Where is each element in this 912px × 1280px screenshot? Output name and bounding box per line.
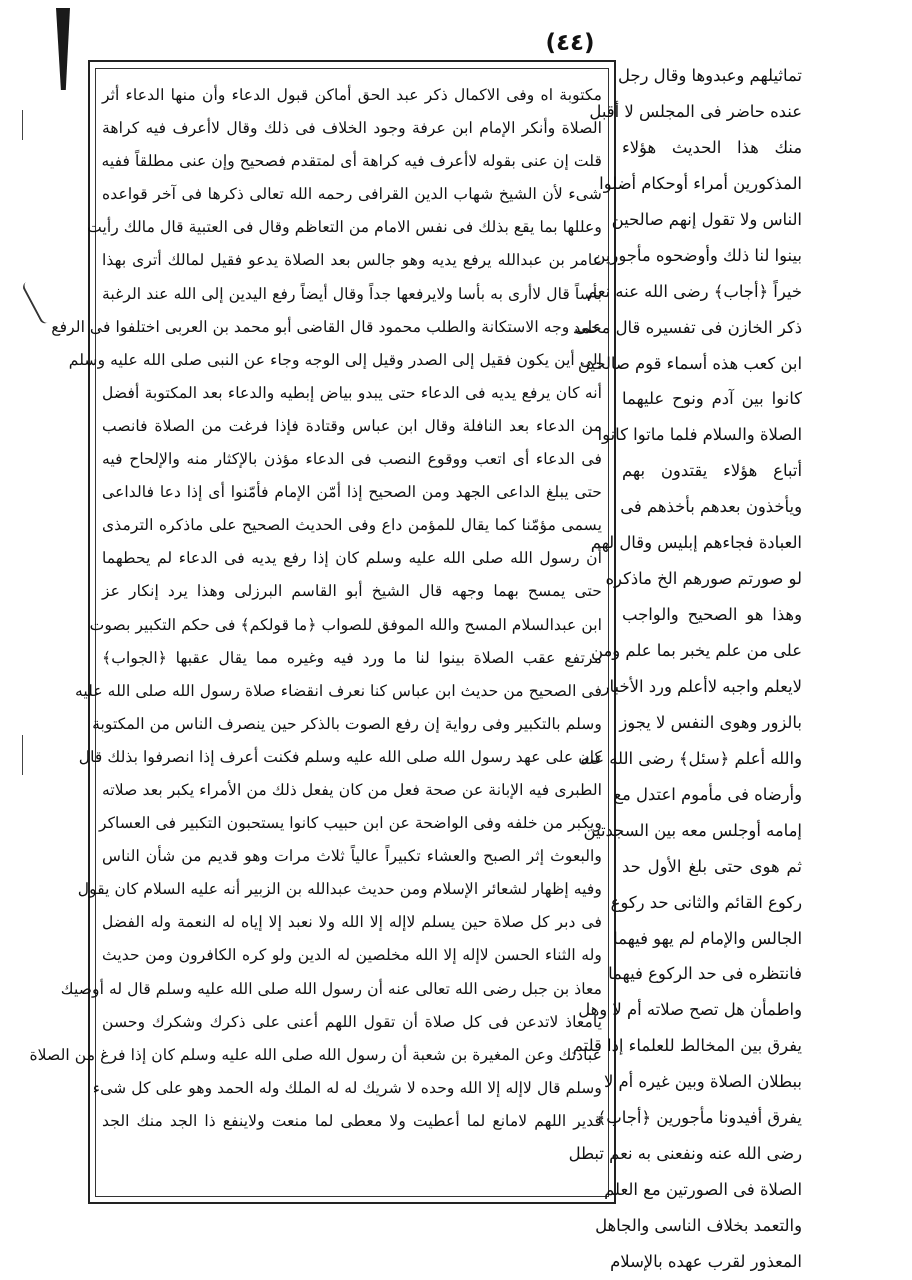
main-text-line: ويكبر من خلفه وفى الواضحة عن ابن حبيب كانوا يستحبون التكبير فى العساكر [98, 813, 602, 833]
margin-text-line: والله أعلم ﴿سئل﴾ رضى الله عنه [580, 748, 802, 768]
main-text-line: الطبرى فيه الإبانة عن صحة فعل من كان يفعل ذلك من الأمراء يكبر بعد صلاته [102, 779, 602, 799]
main-text-line: مكتوبة اه وفى الاكمال ذكر عبد الحق أماكن قبول الدعاء وأن منها الدعاء أثر [102, 85, 602, 104]
margin-text-line: أتباع هؤلاء يقتدون بهم [622, 461, 802, 481]
margin-text-line: يفرق أفيدونا مأجورين ﴿أجاب﴾ [596, 1108, 802, 1128]
main-text-line: وعللها بما يقع بذلك فى نفس الامام من التعاظم وقال فى العتبية قال مالك رأيت [87, 217, 602, 237]
main-text-line: فى الدعاء أى اتعب ووقوع النصب فى الدعاء مؤذن بالإكثار منه والإلحاح فيه [102, 449, 602, 469]
margin-text-line: ببطلان الصلاة وبين غيره أم لا [603, 1072, 802, 1092]
main-text-line: عبادتك وعن المغيرة بن شعبة أن رسول الله صلى الله عليه وسلم كان إذا فرغ من الصلاة [29, 1044, 602, 1064]
main-text-line: حتى يمسح بهما وجهه قال الشيخ أبو القاسم البرزلى وهذا يرد إنكار عز [102, 581, 602, 601]
margin-text-line: يفرق بين المخالط للعلماء إذا قلتم [572, 1036, 802, 1056]
main-text-column [29, 78, 602, 1198]
main-text-line: مرتفع عقب الصلاة بينوا لنا ما ورد فيه وغيره مما يقال عقبها ﴿الجواب﴾ [102, 647, 602, 667]
margin-text-line: بينوا لنا ذلك وأوضحوه مأجورين [593, 245, 802, 265]
margin-text-line: الجالس والإمام لم يهو فيهما [613, 928, 802, 948]
main-text-line: فى دبر كل صلاة حين يسلم لاإله إلا الله ولا نعبد إلا إياه له النعمة وله الفضل [102, 912, 602, 932]
main-text-line: يامعاذ لاتدعن فى كل صلاة أن تقول اللهم أعنى على ذكرك وشكرك وحسن [102, 1011, 602, 1031]
margin-text-line: الصلاة فى الصورتين مع العلم [604, 1180, 802, 1200]
main-text-line: من الدعاء بعد النافلة وقال ابن عباس وقتادة فإذا فرغت من الصلاة فانصب [102, 415, 602, 435]
margin-text-line: العبادة فجاءهم إبليس وقال لهم [590, 533, 802, 553]
margin-text-line: وأرضاه فى مأموم اعتدل مع [613, 784, 802, 804]
main-text-line: والبعوث إثر الصبح والعشاء تكبيراً عالياً ثلاث مرات وهو قديم من شأن الناس [102, 846, 602, 866]
main-text-line: الصلاة وأنكر الإمام ابن عرفة وجود الخلاف فى ذلك وقال لاأعرف فيه كراهة [102, 118, 602, 138]
page-number: (٤٤) [545, 30, 595, 56]
margin-text-line: على من علم يخبر بما علم ومن [591, 641, 802, 660]
margin-text-line: المذكورين أمراء أوحكام أضلوا [599, 173, 802, 193]
margin-text-line: كانوا بين آدم ونوح عليهما [622, 389, 802, 409]
main-text-line: إلى أين يكون فقيل إلى الصدر وقيل إلى الوجه وجاء عن النبى صلى الله عليه وسلم [68, 349, 602, 369]
margin-tick-mark [22, 110, 23, 140]
main-text-line: ابن عبدالسلام المسح والله الموفق للصواب ﴿ما قولكم﴾ فى حكم التكبير بصوت [89, 614, 602, 634]
main-text-line: وسلم قال لاإله إلا الله وحده لا شريك له له الملك وله الحمد وهو على كل شىء [92, 1077, 602, 1097]
margin-text-line: ابن كعب هذه أسماء قوم صالحين [577, 353, 802, 373]
main-text-line: أنه كان يرفع يديه فى الدعاء حتى يبدو بياض إبطيه والدعاء بعد المكتوبة أفضل [102, 382, 602, 402]
margin-tick-mark [22, 735, 23, 775]
margin-text-line: والتعمد بخلاف الناسى والجاهل [595, 1216, 802, 1235]
main-text-line: وفيه إظهار لشعائر الإسلام ومن حديث عبدالله بن الزبير أنه عليه السلام كان يقول [77, 879, 602, 899]
margin-text-line: بالزور وهوى النفس لا يجوز [619, 712, 802, 732]
main-text-line: على وجه الاستكانة والطلب محمود قال القاضى أبو محمد بن العربى اختلفوا فى الرفع [51, 316, 602, 336]
main-text-line: كان على عهد رسول الله صلى الله عليه وسلم فكنت أعرف إذا انصرفوا بذلك قال [78, 746, 602, 766]
main-text-line: حتى يبلغ الداعى الجهد ومن الصحيح إذا أمّن الإمام فأمّنوا أى إذا دعا فالداعى [102, 482, 602, 502]
margin-text-line: لو صورتم صورهم الخ ماذكره [605, 569, 802, 589]
margin-text-line: تماثيلهم وعبدوها وقال رجل [618, 66, 802, 85]
margin-text-line: واطمأن هل تصح صلاته أم لا وهل [578, 1000, 802, 1020]
main-text-line: وسلم بالتكبير وفى رواية إن رفع الصوت بالذكر حين ينصرف الناس من المكتوبة [92, 713, 602, 733]
main-text-line: عامر بن عبدالله يرفع يديه وهو جالس بعد الصلاة يدعو فقيل لمالك أترى بهذا [102, 250, 602, 270]
margin-text-line: لايعلم واجبه لاأعلم ورد الأخبار [601, 676, 802, 696]
main-text-line: قدير اللهم لامانع لما أعطيت ولا معطى لما منعت ولاينفع ذا الجد منك الجد [102, 1110, 602, 1130]
margin-text-line: الصلاة والسلام فلما ماتوا كانوا [597, 425, 802, 445]
margin-text-line: عنده حاضر فى المجلس لا أقبل [589, 101, 802, 121]
binding-edge-mark [56, 8, 70, 90]
margin-text-line: خيراً ﴿أجاب﴾ رضى الله عنه نعم [586, 281, 802, 301]
margin-text-line: ركوع القائم والثانى حد ركوع [610, 892, 802, 912]
main-text-line: فى الصحيح من حديث ابن عباس كنا نعرف انقضاء صلاة رسول الله صلى الله عليه [74, 680, 602, 700]
main-text-line: شىء لأن الشيخ شهاب الدين القرافى رحمه الله تعالى ذكرها فى آخر قواعده [102, 184, 602, 204]
margin-text-line: ذكر الخازن فى تفسيره قال محمد [573, 317, 802, 337]
margin-text-line: منك هذا الحديث هؤلاء [622, 137, 802, 157]
margin-text-line: ثم هوى حتى بلغ الأول حد [622, 856, 802, 876]
main-text-line: يسمى مؤمّنا كما يقال للمؤمن داع وفى الحديث الصحيح على ماذكره الترمذى [102, 515, 602, 535]
main-text-line: بأساً قال لاأرى به بأسا ولايرفعها جداً وقال أيضاً رفع اليدين إلى الله عند الرغبة [102, 283, 602, 303]
margin-text-line: ويأخذون بعدهم بأخذهم فى [620, 497, 802, 517]
margin-text-line: فانتظره فى حد الركوع فيهما [608, 964, 802, 984]
main-text-line: معاذ بن جبل رضى الله تعالى عنه أن رسول الله صلى الله عليه وسلم قال له أوصيك [60, 978, 602, 998]
margin-text-line: الناس ولا تقول إنهم صالحين [611, 209, 802, 229]
main-text-line: قلت إن عنى بقوله لاأعرف فيه كراهة أى لمتقدم فصحيح وإن عنى مطلقاً ففيه [101, 151, 602, 171]
margin-text-line: وهذا هو الصحيح والواجب [622, 605, 802, 625]
main-text-line: أن رسول الله صلى الله عليه وسلم كان إذا رفع يديه فى الدعاء لم يحطهما [102, 548, 602, 568]
margin-commentary-column [568, 58, 802, 1271]
main-text-line: وله الثناء الحسن لاإله إلا الله مخلصين له الدين ولو كره الكافرون ومن حديث [102, 945, 602, 965]
margin-text-line: إمامه أوجلس معه بين السجدتين [583, 820, 802, 840]
margin-text-line: رضى الله عنه ونفعنى به نعم تبطل [568, 1144, 802, 1164]
margin-text-line: المعذور لقرب عهده بالإسلام [610, 1251, 802, 1271]
